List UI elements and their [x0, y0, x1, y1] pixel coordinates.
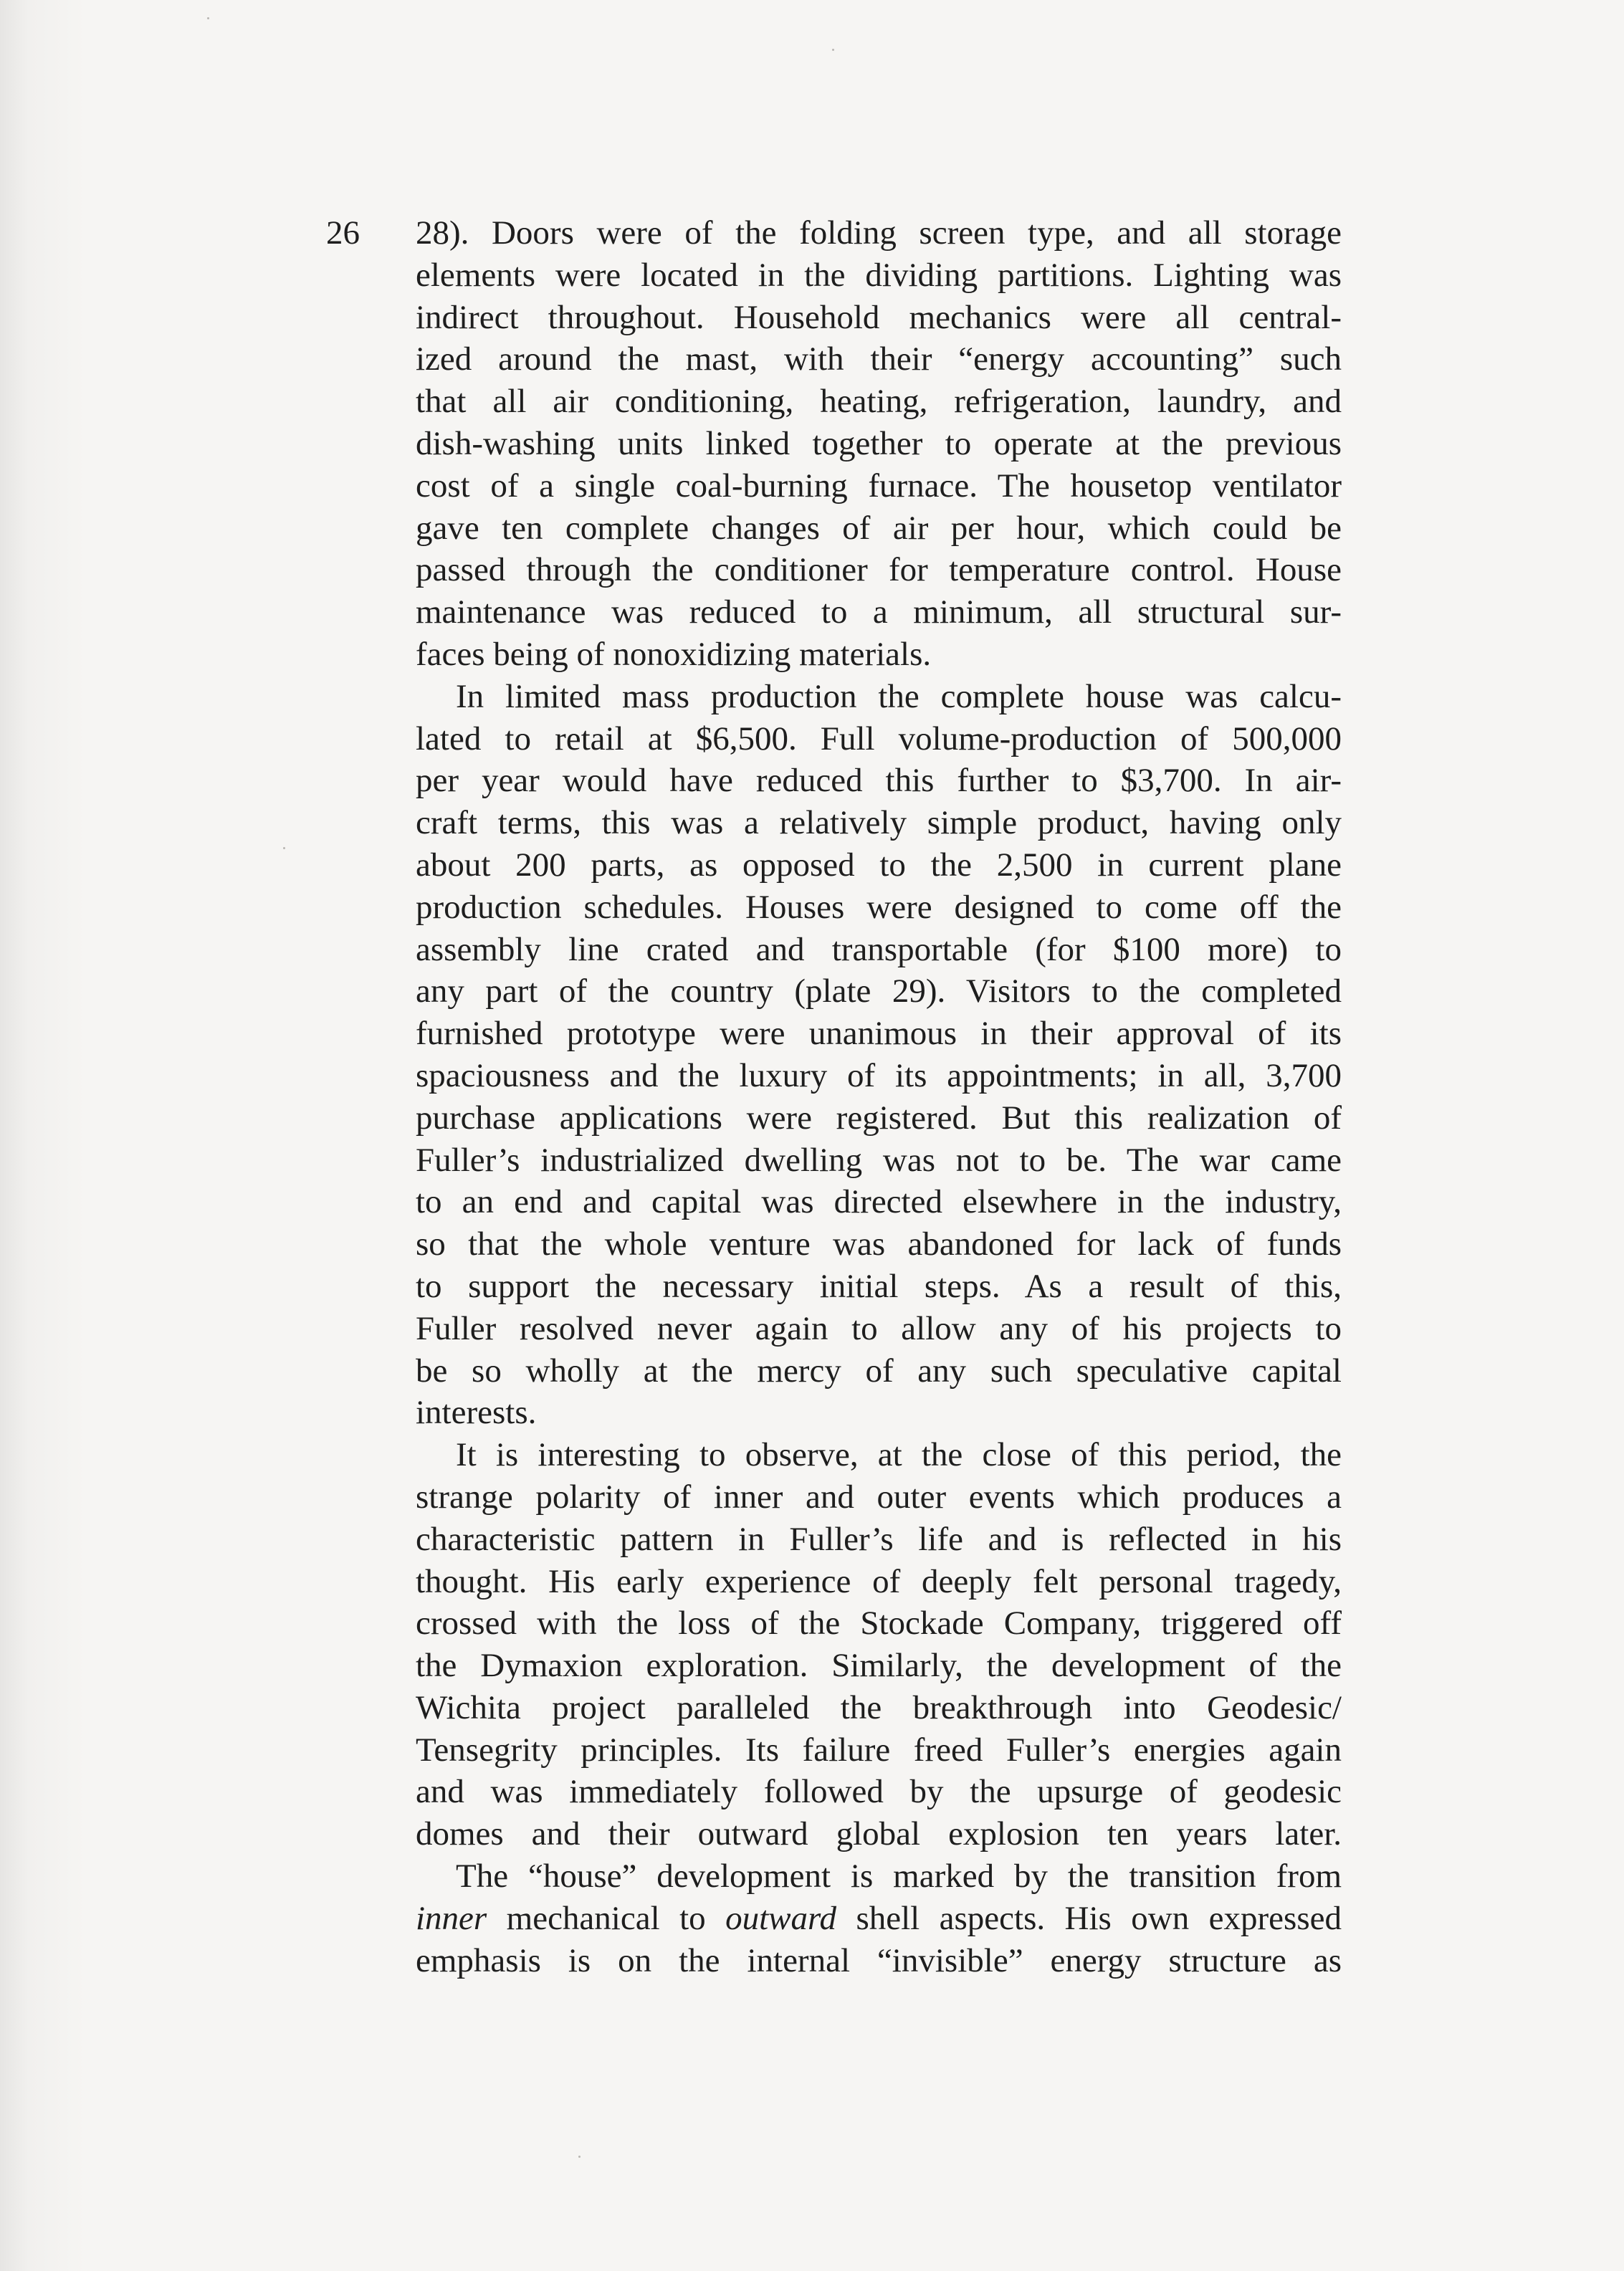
text-line: Fuller’s industrialized dwelling was not to be. The war came [416, 1141, 1342, 1179]
text-line: production schedules. Houses were designed to come off the [416, 888, 1342, 926]
text-line-rich [416, 1898, 1342, 1940]
italic-word: inner [416, 1899, 487, 1937]
paragraph-2 [416, 676, 1342, 1434]
text-line: about 200 parts, as opposed to the 2,500 in current plane [416, 846, 1342, 884]
text-line: domes and their outward global explosion ten years later. [416, 1815, 1342, 1853]
text-line: indirect throughout. Household mechanics were all central- [416, 298, 1342, 336]
text-line: the Dymaxion exploration. Similarly, the development of the [416, 1647, 1342, 1685]
paragraph-3 [416, 1434, 1342, 1855]
text-run: shell aspects. His own expressed [836, 1899, 1342, 1937]
text-line: any part of the country (plate 29). Visitors to the completed [416, 972, 1342, 1010]
text-line: elements were located in the dividing partitions. Lighting was [416, 256, 1342, 294]
text-line: purchase applications were registered. But this realization of [416, 1099, 1342, 1137]
text-line: to support the necessary initial steps. As a result of this, [416, 1267, 1342, 1305]
paper-speck [283, 847, 285, 849]
text-line: craft terms, this was a relatively simple product, having only [416, 804, 1342, 842]
text-line: thought. His early experience of deeply felt personal tragedy, [416, 1562, 1342, 1600]
text-line: Wichita project paralleled the breakthrough into Geodesic/ [416, 1688, 1342, 1726]
text-line: dish-washing units linked together to operate at the previous [416, 424, 1342, 462]
text-line: emphasis is on the internal “invisible” energy structure as [416, 1941, 1342, 1979]
paper-speck [207, 17, 209, 19]
text-line: assembly line crated and transportable (for $100 more) to [416, 930, 1342, 968]
body-text [416, 212, 1342, 1981]
text-line: so that the whole venture was abandoned for lack of funds [416, 1225, 1342, 1263]
paragraph-1 [416, 212, 1342, 676]
text-line: to an end and capital was directed elsewhere in the industry, [416, 1183, 1342, 1221]
text-line: be so wholly at the mercy of any such speculative capital [416, 1352, 1342, 1390]
text-line: furnished prototype were unanimous in their approval of its [416, 1015, 1342, 1053]
paper-speck [832, 49, 834, 51]
text-line: that all air conditioning, heating, refrigeration, laundry, and [416, 383, 1342, 421]
text-line: and was immediately followed by the upsurge of geodesic [416, 1773, 1342, 1811]
text-line: It is interesting to observe, at the close of this period, the [456, 1436, 1342, 1474]
text-line: faces being of nonoxidizing materials. [416, 635, 932, 673]
text-line: Tensegrity principles. Its failure freed Fuller’s energies again [416, 1731, 1342, 1769]
paper-speck [578, 2156, 581, 2158]
text-line: passed through the conditioner for temperature control. House [416, 551, 1342, 589]
page-number: 26 [326, 214, 360, 252]
text-line: maintenance was reduced to a minimum, all structural sur- [416, 593, 1342, 631]
text-line: In limited mass production the complete house was calcu- [456, 677, 1342, 715]
italic-word: outward [725, 1899, 837, 1937]
text-line: characteristic pattern in Fuller’s life and is reflected in his [416, 1520, 1342, 1558]
text-line: cost of a single coal-burning furnace. The housetop ventilator [416, 467, 1342, 505]
paragraph-4 [416, 1855, 1342, 1981]
text-line: per year would have reduced this further to $3,700. In air- [416, 762, 1342, 800]
text-line: Fuller resolved never again to allow any of his projects to [416, 1309, 1342, 1347]
text-line: spaciousness and the luxury of its appointments; in all, 3,700 [416, 1056, 1342, 1094]
text-line: 28). Doors were of the folding screen type, and all storage [416, 214, 1342, 252]
text-line: interests. [416, 1394, 537, 1432]
text-run: mechanical to [487, 1899, 726, 1937]
text-line: gave ten complete changes of air per hour, which could be [416, 509, 1342, 547]
text-line: crossed with the loss of the Stockade Company, triggered off [416, 1605, 1342, 1643]
text-line: The “house” development is marked by the transition from [456, 1858, 1342, 1895]
text-line: lated to retail at $6,500. Full volume-production of 500,000 [416, 719, 1342, 757]
text-line: strange polarity of inner and outer events which produces a [416, 1478, 1342, 1516]
text-line: ized around the mast, with their “energy accounting” such [416, 340, 1342, 378]
